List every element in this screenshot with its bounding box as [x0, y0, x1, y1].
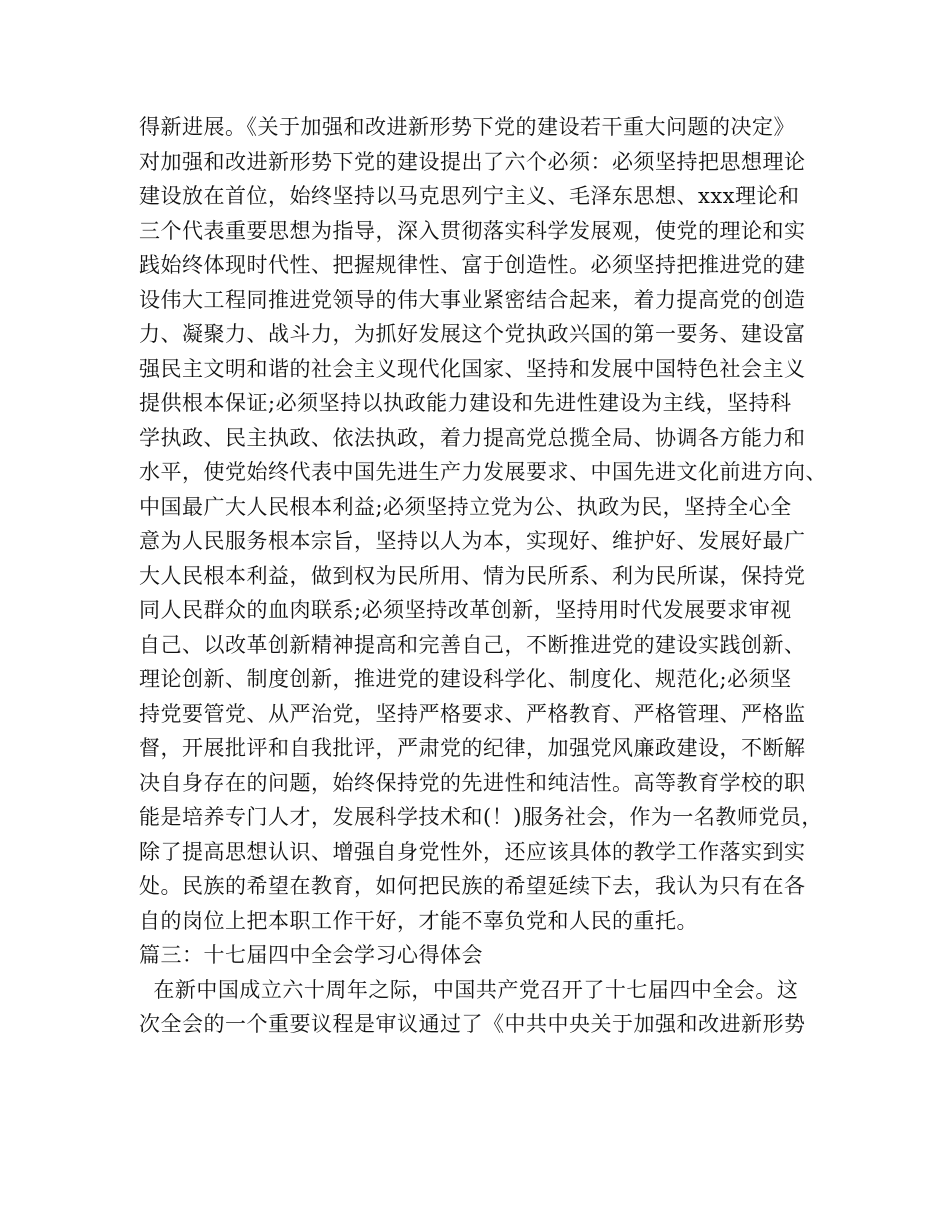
- text-line: 决自身存在的问题，始终保持党的先进性和纯洁性。高等教育学校的职: [139, 770, 806, 795]
- text-line: 设伟大工程同推进党领导的伟大事业紧密结合起来，着力提高党的创造: [139, 287, 806, 312]
- text-line: 提供根本保证;必须坚持以执政能力建设和先进性建设为主线，坚持科: [139, 391, 792, 415]
- text-line: 自己、以改革创新精神提高和完善自己，不断推进党的建设实践创新、: [139, 632, 806, 657]
- text-line: 自的岗位上把本职工作干好，才能不辜负党和人民的重托。: [139, 908, 698, 933]
- text-line: 对加强和改进新形势下党的建设提出了六个必须：必须坚持把思想理论: [139, 149, 806, 174]
- text-line: 持党要管党、从严治党，坚持严格要求、严格教育、严格管理、严格监: [139, 701, 806, 726]
- text-line: 大人民根本利益，做到权为民所用、情为民所系、利为民所谋，保持党: [139, 563, 806, 588]
- text-line: 能是培养专门人才，发展科学技术和(！)服务社会，作为一名教师党员，: [139, 805, 823, 829]
- text-line: 水平，使党始终代表中国先进生产力发展要求、中国先进文化前进方向、: [139, 460, 827, 484]
- text-line: 处。民族的希望在教育，如何把民族的希望延续下去，我认为只有在各: [139, 874, 806, 898]
- text-line: 力、凝聚力、战斗力，为抓好发展这个党执政兴国的第一要务、建设富: [139, 322, 806, 346]
- text-line: 学执政、民主执政、依法执政，着力提高党总揽全局、协调各方能力和: [139, 425, 806, 450]
- text-line: 中国最广大人民根本利益;必须坚持立党为公、执政为民，坚持全心全: [139, 494, 792, 519]
- text-line: 建设放在首位，始终坚持以马克思列宁主义、毛泽东思想、xxx理论和: [139, 184, 800, 208]
- section-heading: 篇三：十七届四中全会学习心得体会: [139, 943, 483, 967]
- text-line: 同人民群众的血肉联系;必须坚持改革创新，坚持用时代发展要求审视: [139, 598, 792, 622]
- text-line: 强民主文明和谐的社会主义现代化国家、坚持和发展中国特色社会主义: [139, 356, 806, 381]
- text-line: 督，开展批评和自我批评，严肃党的纪律，加强党风廉政建设，不断解: [139, 736, 806, 760]
- text-line: 得新进展。《关于加强和改进新形势下党的建设若干重大问题的决定》: [139, 115, 795, 139]
- text-line: 除了提高思想认识、增强自身党性外，还应该具体的教学工作落实到实: [139, 839, 806, 864]
- text-line: 践始终体现时代性、把握规律性、富于创造性。必须坚持把推进党的建: [139, 253, 806, 277]
- text-line: 三个代表重要思想为指导，深入贯彻落实科学发展观，使党的理论和实: [139, 218, 806, 243]
- text-line: 在新中国成立六十周年之际，中国共产党召开了十七届四中全会。这: [139, 977, 799, 1002]
- document-body: [139, 110, 827, 1042]
- text-line: 意为人民服务根本宗旨，坚持以人为本，实现好、维护好、发展好最广: [139, 529, 806, 553]
- text-line: 理论创新、制度创新，推进党的建设科学化、制度化、规范化;必须坚: [139, 667, 792, 691]
- text-line: 次全会的一个重要议程是审议通过了《中共中央关于加强和改进新形势: [139, 1012, 806, 1036]
